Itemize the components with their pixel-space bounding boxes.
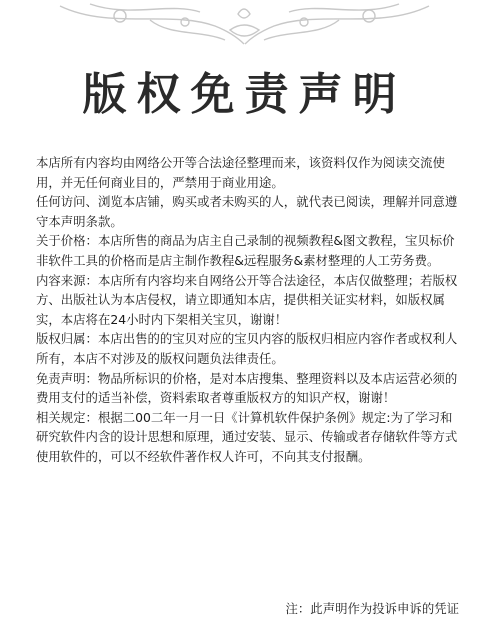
- page-title: 版权免责声明: [82, 69, 407, 120]
- paragraph-access: 任何访问、浏览本店铺，购买或者未购买的人，就代表已阅读，理解并同意遵守本声明条款。: [36, 194, 458, 229]
- decorative-ornament: [0, 0, 489, 48]
- footnote: 注：此声明作为投诉申诉的凭证: [285, 601, 459, 616]
- paragraph-regulation: 相关规定：根据二00二年一月一日《计算机软件保护条例》规定:为了学习和研究软件内含的设计思想和原理，通过安装、显示、传输或者存储软件等方式使用软件的，可以不经软件著作权人许可，不向其支付报酬。: [36, 409, 458, 464]
- disclaimer-body: [36, 153, 458, 467]
- paragraph-intro: 本店所有内容均由网络公开等合法途径整理而来，该资料仅作为阅读交流使用，并无任何商业目的，严禁用于商业用途。: [36, 155, 445, 190]
- paragraph-price: 关于价格：本店所售的商品为店主自己录制的视频教程&图文教程，宝贝标价非软件工具的价格而是店主制作教程&远程服务&素材整理的人工劳务费。: [36, 233, 455, 268]
- paragraph-disclaimer: 免责声明：物品所标识的价格，是对本店搜集、整理资料以及本店运营必须的费用支付的适当补偿，资料索取者尊重版权方的知识产权，谢谢！: [36, 370, 458, 406]
- paragraph-source: 内容来源：本店所有内容均来自网络公开等合法途径，本店仅做整理；若版权方、出版社认为本店侵权，请立即通知本店，提供相关证实材料，如版权属实，本店将在24小时内下架相关宝贝，谢谢！: [36, 272, 458, 327]
- paragraph-copyright: 版权归属：本店出售的的宝贝对应的宝贝内容的版权归相应内容作者或权利人所有，本店不对涉及的版权问题负法律责任。: [36, 331, 458, 366]
